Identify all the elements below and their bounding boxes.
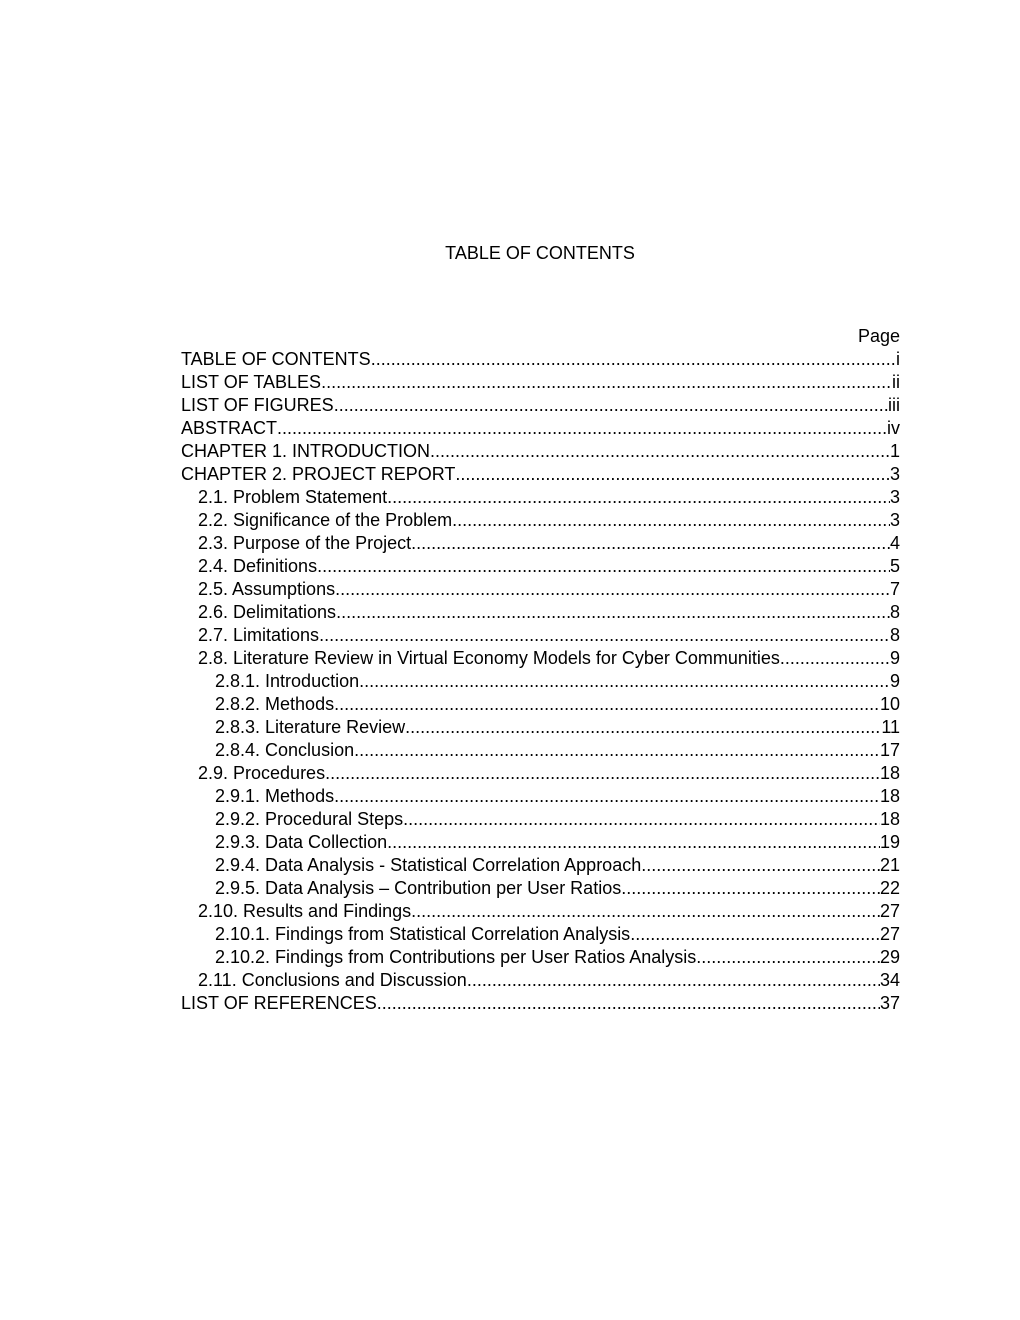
dot-leader: [325, 762, 880, 785]
toc-entry: [181, 394, 900, 417]
toc-entry-title: TABLE OF CONTENTS: [181, 349, 371, 369]
toc-entry: [181, 900, 900, 923]
toc-entry-title: 2.8.4. Conclusion: [215, 740, 355, 760]
toc-entry-title: LIST OF REFERENCES: [181, 993, 377, 1013]
toc-entry-page: 27: [879, 901, 900, 921]
toc-entry-page: 18: [879, 809, 900, 829]
dot-leader: [354, 739, 880, 762]
dot-leader: [321, 371, 892, 394]
toc-entry-title: 2.4. Definitions: [198, 556, 318, 576]
dot-leader: [455, 463, 890, 486]
toc-entry: [181, 831, 900, 854]
toc-entry-title: ABSTRACT: [181, 418, 278, 438]
toc-entry-page: 11: [881, 717, 900, 737]
toc-entry-title: 2.9.1. Methods: [215, 786, 335, 806]
dot-leader: [452, 509, 890, 532]
toc-entry: [181, 969, 900, 992]
toc-entry-page: 17: [879, 740, 900, 760]
toc-entry: [181, 555, 900, 578]
toc-entry: [181, 693, 900, 716]
toc-entry-page: 3: [889, 487, 900, 507]
toc-entry: [181, 463, 900, 486]
toc-entry-page: 8: [889, 602, 900, 622]
toc-entry-page: 1: [889, 441, 900, 461]
toc-entry-title: 2.8. Literature Review in Virtual Economy Models for Cyber Communities: [198, 648, 780, 668]
toc-entry-page: i: [896, 349, 900, 369]
toc-entry-title: 2.2. Significance of the Problem: [198, 510, 453, 530]
toc-entry: [181, 647, 900, 670]
toc-entry-title: 2.8.2. Methods: [215, 694, 335, 714]
toc-entry-title: 2.10. Results and Findings: [198, 901, 412, 921]
toc-list: [181, 348, 900, 1015]
dot-leader: [467, 969, 880, 992]
toc-entry-page: 4: [889, 533, 900, 553]
toc-entry-title: 2.10.1. Findings from Statistical Correlation Analysis: [215, 924, 631, 944]
toc-entry-title: LIST OF TABLES: [181, 372, 322, 392]
toc-entry-title: 2.9.3. Data Collection: [215, 832, 388, 852]
toc-entry-page: 5: [889, 556, 900, 576]
toc-entry: [181, 670, 900, 693]
toc-entry-title: 2.8.3. Literature Review: [215, 717, 406, 737]
dot-leader: [430, 440, 890, 463]
toc-entry-title: 2.9. Procedures: [198, 763, 326, 783]
toc-entry: [181, 440, 900, 463]
toc-entry-title: CHAPTER 1. INTRODUCTION: [181, 441, 431, 461]
toc-entry-title: 2.9.2. Procedural Steps: [215, 809, 404, 829]
toc-entry-page: 8: [889, 625, 900, 645]
toc-entry-page: 18: [879, 786, 900, 806]
toc-entry: [181, 762, 900, 785]
toc-entry-page: 34: [879, 970, 900, 990]
dot-leader: [387, 486, 890, 509]
toc-entry: [181, 923, 900, 946]
dot-leader: [335, 578, 890, 601]
toc-entry-page: 3: [889, 510, 900, 530]
dot-leader: [641, 854, 880, 877]
dot-leader: [377, 992, 880, 1015]
dot-leader: [336, 601, 890, 624]
dot-leader: [334, 785, 880, 808]
dot-leader: [411, 900, 880, 923]
toc-entry: [181, 509, 900, 532]
dot-leader: [319, 624, 890, 647]
toc-entry-page: 18: [879, 763, 900, 783]
toc-entry-page: 21: [879, 855, 900, 875]
toc-entry-title: 2.8.1. Introduction: [215, 671, 360, 691]
toc-entry-page: 37: [879, 993, 900, 1013]
dot-leader: [334, 394, 888, 417]
toc-entry: [181, 739, 900, 762]
toc-entry-page: iii: [888, 395, 900, 415]
toc-entry: [181, 808, 900, 831]
dot-leader: [696, 946, 880, 969]
dot-leader: [780, 647, 890, 670]
toc-entry: [181, 716, 900, 739]
dot-leader: [411, 532, 890, 555]
toc-entry: [181, 785, 900, 808]
dot-leader: [405, 716, 881, 739]
toc-entry-page: 22: [879, 878, 900, 898]
toc-entry: [181, 532, 900, 555]
dot-leader: [630, 923, 880, 946]
toc-entry: [181, 601, 900, 624]
dot-leader: [387, 831, 880, 854]
dot-leader: [371, 348, 896, 371]
toc-entry: [181, 877, 900, 900]
dot-leader: [403, 808, 880, 831]
dot-leader: [277, 417, 887, 440]
toc-entry-title: 2.6. Delimitations: [198, 602, 337, 622]
toc-entry-title: 2.11. Conclusions and Discussion: [198, 970, 467, 990]
toc-entry-title: 2.7. Limitations: [198, 625, 320, 645]
toc-entry-page: 9: [889, 648, 900, 668]
page-column-header: Page: [857, 326, 900, 346]
toc-entry-title: LIST OF FIGURES: [181, 395, 334, 415]
toc-entry: [181, 371, 900, 394]
toc-entry: [181, 992, 900, 1015]
toc-entry-page: ii: [892, 372, 900, 392]
toc-entry-title: 2.5. Assumptions: [198, 579, 336, 599]
toc-entry-title: 2.1. Problem Statement: [198, 487, 388, 507]
toc-entry: [181, 417, 900, 440]
toc-entry: [181, 578, 900, 601]
toc-entry-title: CHAPTER 2. PROJECT REPORT: [181, 464, 456, 484]
toc-entry: [181, 348, 900, 371]
dot-leader: [334, 693, 880, 716]
toc-entry-page: 27: [879, 924, 900, 944]
toc-entry-title: 2.3. Purpose of the Project: [198, 533, 412, 553]
table-of-contents: [181, 325, 900, 1015]
toc-entry-title: 2.9.4. Data Analysis - Statistical Correlation Approach: [215, 855, 642, 875]
page-title: TABLE OF CONTENTS: [445, 243, 635, 263]
toc-entry: [181, 624, 900, 647]
toc-entry-page: 9: [889, 671, 900, 691]
dot-leader: [317, 555, 890, 578]
toc-entry-page: iv: [887, 418, 900, 438]
toc-entry-page: 7: [889, 579, 900, 599]
toc-entry-page: 29: [879, 947, 900, 967]
toc-entry-page: 3: [889, 464, 900, 484]
toc-entry-page: 19: [879, 832, 900, 852]
toc-entry: [181, 854, 900, 877]
toc-entry-title: 2.10.2. Findings from Contributions per User Ratios Analysis: [215, 947, 697, 967]
toc-entry-page: 10: [879, 694, 900, 714]
toc-entry: [181, 486, 900, 509]
toc-entry-title: 2.9.5. Data Analysis – Contribution per User Ratios: [215, 878, 622, 898]
dot-leader: [359, 670, 890, 693]
toc-entry: [181, 946, 900, 969]
dot-leader: [621, 877, 880, 900]
